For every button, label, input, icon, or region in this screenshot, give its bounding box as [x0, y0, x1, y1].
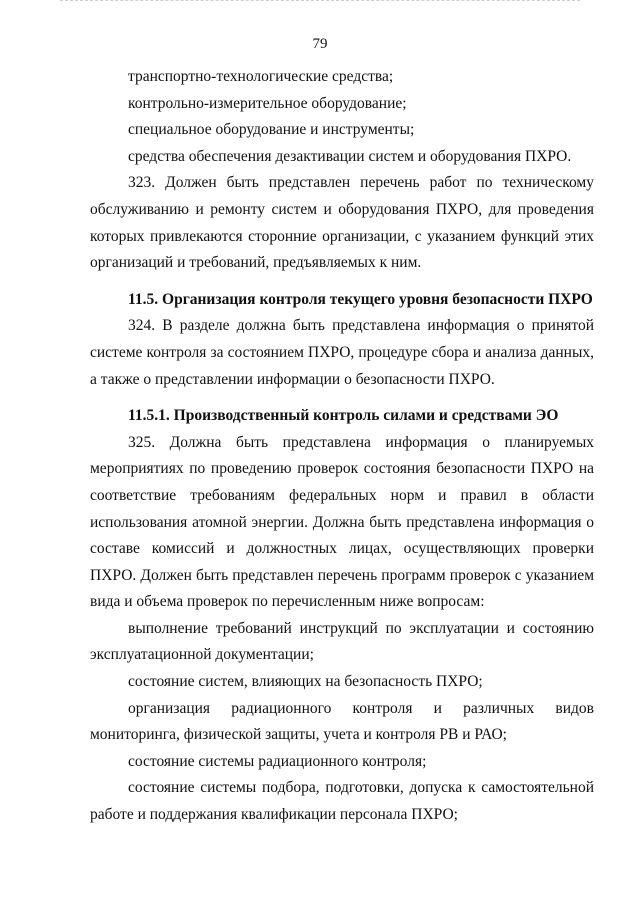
list-item: контрольно-измерительное оборудование;: [128, 94, 407, 112]
page-number: 79: [312, 36, 328, 52]
list-item: состояние систем, влияющих на безопасность ПХРО;: [128, 673, 483, 691]
paragraph-325: 325. Должна быть представлена информация о планируемых мероприятиях по проведению проверок состояния безопасности ПХРО на соответствие требованиям федеральных норм и правил в области использования атомной энергии. Должна быть представлена информация о составе комиссий и должностных лицах, осуществляющих проверки ПХРО. Должен быть представлен перечень программ проверок с указанием вида и объема проверок по перечисленным ниже вопросам:: [90, 433, 594, 611]
list-item: специальное оборудование и инструменты;: [128, 121, 415, 139]
section-heading-11-5-1: 11.5.1. Производственный контроль силами и средствами ЭО: [128, 407, 559, 425]
paragraph-323: 323. Должен быть представлен перечень работ по техническому обслуживанию и ремонту систем и оборудования ПХРО, для проведения которых привлекаются сторонние организации, с указанием функций этих организаций и требований, предъявляемых к ним.: [90, 174, 594, 272]
list-item: состояние системы радиационного контроля;: [128, 752, 427, 770]
list-item: средства обеспечения дезактивации систем и оборудования ПХРО.: [128, 147, 572, 165]
list-item: состояние системы подбора, подготовки, допуска к самостоятельной работе и поддержания квалификации персонала ПХРО;: [90, 779, 594, 824]
list-item: организация радиационного контроля и различных видов мониторинга, физической защиты, учета и контроля РВ и РАО;: [90, 699, 594, 744]
spacer: [90, 393, 594, 403]
scan-edge-line: [60, 0, 580, 2]
list-item: выполнение требований инструкций по эксплуатации и состоянию эксплуатационной документации;: [90, 619, 594, 664]
list-item: транспортно-технологические средства;: [128, 68, 394, 85]
spacer: [90, 277, 594, 287]
paragraph-324: 324. В разделе должна быть представлена информация о принятой системе контроля за состоянием ПХРО, процедуре сбора и анализа данных, а также о представлении информации о безопасности ПХРО.: [90, 317, 594, 388]
document-body: [90, 64, 594, 829]
section-heading-11-5: 11.5. Организация контроля текущего уровня безопасности ПХРО: [128, 290, 593, 308]
